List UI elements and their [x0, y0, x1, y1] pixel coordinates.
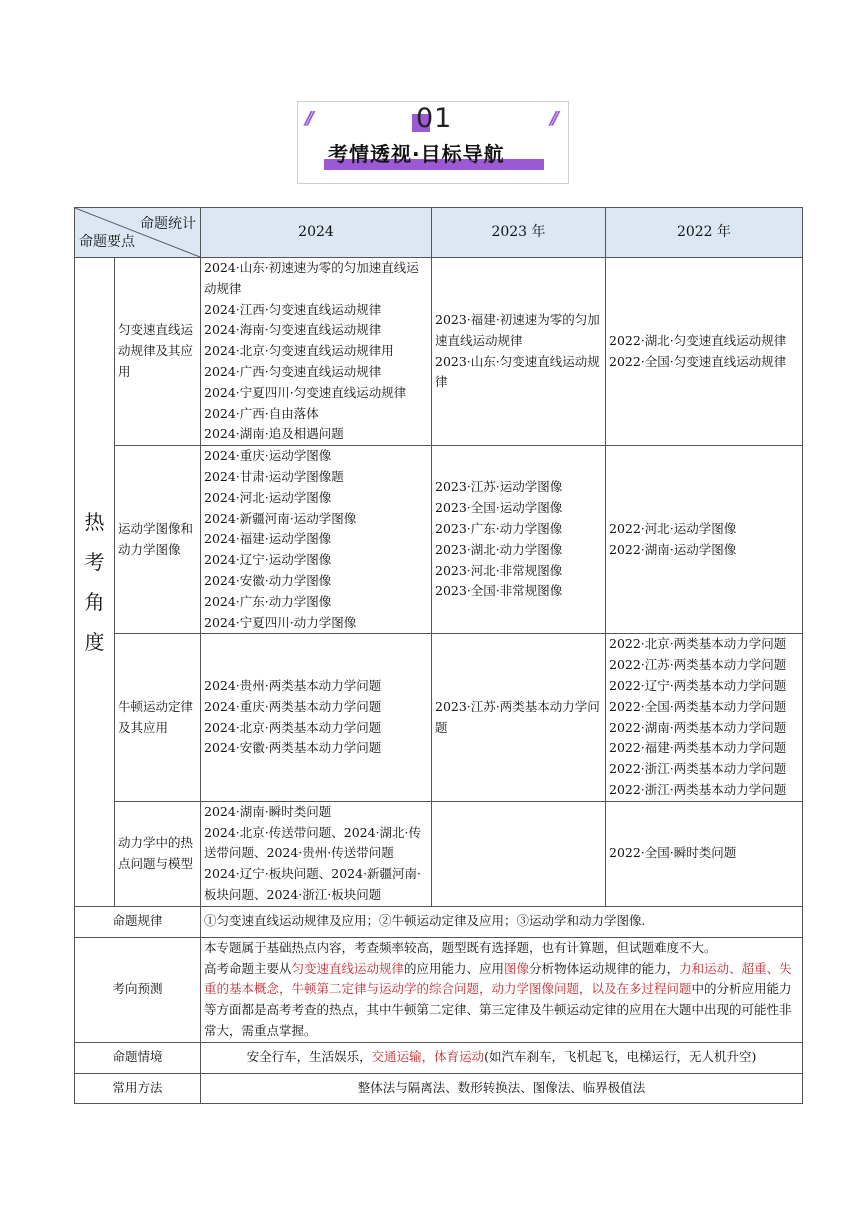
- list-item: 2024·辽宁·板块问题、2024·新疆河南·板块问题、2024·浙江·板块问题: [204, 866, 422, 902]
- items-2024: [201, 258, 432, 446]
- list-item: 2022·辽宁·两类基本动力学问题: [609, 677, 787, 693]
- hot-char: 热: [84, 509, 105, 534]
- items-2023: [432, 634, 606, 801]
- list-item: 2024·湖南·追及相遇问题: [204, 426, 344, 442]
- text-span: 高考命题主要从: [204, 960, 292, 976]
- highlight-span: 图像: [504, 960, 530, 976]
- items-2022: [606, 446, 803, 634]
- items-2023: [432, 446, 606, 634]
- list-item: 2024·安徽·动力学图像: [204, 572, 332, 588]
- items-2022: [606, 258, 803, 446]
- slash-decoration-left: //: [305, 108, 311, 129]
- list-item: 2024·新疆河南·运动学图像: [204, 510, 357, 526]
- list-item: 2023·江苏·两类基本动力学问题: [435, 698, 600, 735]
- forecast-line-1: 本专题属于基础热点内容，考查频率较高，题型既有选择题，也有计算题，但试题难度不大。: [204, 939, 717, 955]
- corner-label-points: 命题要点: [79, 234, 135, 251]
- topic-cell: 匀变速直线运动规律及其应用: [115, 258, 201, 446]
- items-2024: [201, 446, 432, 634]
- list-item: 2023·广东·动力学图像: [435, 520, 563, 536]
- list-item: 2022·浙江·两类基本动力学问题: [609, 781, 787, 797]
- list-item: 2022·北京·两类基本动力学问题: [609, 636, 787, 652]
- section-title: 考情透视·目标导航: [328, 142, 505, 166]
- list-item: 2024·福建·运动学图像: [204, 531, 332, 547]
- list-item: 2022·全国·两类基本动力学问题: [609, 698, 787, 714]
- slash-decoration-right: //: [550, 108, 556, 129]
- list-item: 2024·重庆·两类基本动力学问题: [204, 698, 382, 714]
- list-item: 2024·宁夏四川·匀变速直线运动规律: [204, 384, 407, 400]
- list-item: 2024·北京·两类基本动力学问题: [204, 719, 382, 735]
- hot-char: 角: [84, 589, 105, 614]
- header-2024: 2024: [201, 208, 432, 258]
- list-item: 2024·辽宁·运动学图像: [204, 552, 332, 568]
- list-item: 2024·贵州·两类基本动力学问题: [204, 677, 382, 693]
- forecast-text: [201, 937, 803, 1042]
- list-item: 2023·山东·匀变速直线运动规律: [435, 353, 600, 390]
- list-item: 2024·广西·匀变速直线运动规律: [204, 363, 382, 379]
- rule-text: ①匀变速直线运动规律及应用；②牛顿运动定律及应用；③运动学和动力学图像.: [201, 906, 803, 937]
- items-2024: [201, 634, 432, 801]
- rule-label: 命题规律: [75, 906, 201, 937]
- highlight-span: 交通运输，体育运动: [371, 1049, 485, 1065]
- list-item: 2022·全国·瞬时类问题: [609, 845, 737, 861]
- header-2023: 2023 年: [432, 208, 606, 258]
- list-item: 2023·河北·非常规图像: [435, 562, 563, 578]
- list-item: 2022·浙江·两类基本动力学问题: [609, 761, 787, 777]
- list-item: 2024·河北·运动学图像: [204, 489, 332, 505]
- items-2022: [606, 801, 803, 906]
- topic-cell: 牛顿运动定律及其应用: [115, 634, 201, 801]
- context-text: [201, 1042, 803, 1073]
- method-label: 常用方法: [75, 1073, 201, 1103]
- header-2022: 2022 年: [606, 208, 803, 258]
- list-item: 2022·全国·匀变速直线运动规律: [609, 353, 787, 369]
- list-item: 2024·山东·初速速为零的匀加速直线运动规律: [204, 260, 419, 296]
- text-span: 安全行车，生活娱乐，: [246, 1049, 372, 1065]
- forecast-label: 考向预测: [75, 937, 201, 1042]
- list-item: 2023·湖北·动力学图像: [435, 541, 563, 557]
- list-item: 2022·江苏·两类基本动力学问题: [609, 657, 787, 673]
- hot-char: 度: [84, 629, 105, 654]
- corner-label-stats: 命题统计: [140, 216, 196, 232]
- items-2022: [606, 634, 803, 801]
- list-item: 2024·海南·匀变速直线运动规律: [204, 322, 382, 338]
- highlight-span: 力和运动、超重、失重的基本概念，牛顿第二定律与运动学的综合问题，动力学图像问题，以及在多过程问题: [204, 960, 792, 997]
- list-item: 2022·福建·两类基本动力学问题: [609, 740, 787, 756]
- list-item: 2024·北京·传送带问题、2024·湖北·传送带问题、2024·贵州·传送带问题: [204, 824, 422, 861]
- list-item: 2024·江西·匀变速直线运动规律: [204, 301, 382, 317]
- section-banner: [297, 101, 569, 184]
- forecast-paragraph: [204, 959, 799, 1042]
- hot-angle-label: [75, 258, 115, 907]
- list-item: 2024·甘肃·运动学图像题: [204, 468, 344, 484]
- list-item: 2023·江苏·运动学图像: [435, 479, 563, 495]
- topic-cell: 动力学中的热点问题与模型: [115, 801, 201, 906]
- hot-char: 考: [84, 549, 105, 574]
- list-item: 2024·宁夏四川·动力学图像: [204, 614, 357, 630]
- list-item: 2022·河北·运动学图像: [609, 520, 737, 536]
- list-item: 2024·广西·自由落体: [204, 405, 319, 421]
- list-item: 2024·湖南·瞬时类问题: [204, 803, 332, 819]
- list-item: 2023·全国·运动学图像: [435, 500, 563, 516]
- list-item: 2022·湖南·运动学图像: [609, 541, 737, 557]
- items-2023: [432, 258, 606, 446]
- exam-analysis-table: [74, 207, 803, 1104]
- items-2024: [201, 801, 432, 906]
- method-text: 整体法与隔离法、数形转换法、图像法、临界极值法: [201, 1073, 803, 1103]
- corner-header: [75, 208, 201, 258]
- context-label: 命题情境: [75, 1042, 201, 1073]
- text-span: 分析物体运动规律的能力，: [529, 960, 680, 976]
- section-number: 01: [416, 103, 453, 134]
- items-2023: [432, 801, 606, 906]
- text-span: 中的分析应用能力等方面都是高考考查的热点，其中牛顿第二定律、第三定律及牛顿运动定律的应用在大题中出现的可能性非常大，需重点掌握。: [204, 981, 792, 1038]
- highlight-span: 匀变速直线运动规律: [291, 960, 405, 976]
- text-span: (如汽车刹车，飞机起飞，电梯运行，无人机升空): [484, 1049, 757, 1065]
- text-span: 的应用能力、应用: [404, 960, 505, 976]
- list-item: 2024·安徽·两类基本动力学问题: [204, 740, 382, 756]
- list-item: 2024·广东·动力学图像: [204, 593, 332, 609]
- list-item: 2023·福建·初速速为零的匀加速直线运动规律: [435, 311, 600, 348]
- list-item: 2024·重庆·运动学图像: [204, 448, 332, 464]
- list-item: 2022·湖北·匀变速直线运动规律: [609, 332, 787, 348]
- list-item: 2024·北京·匀变速直线运动规律用: [204, 343, 394, 359]
- topic-cell: 运动学图像和动力学图像: [115, 446, 201, 634]
- list-item: 2023·全国·非常规图像: [435, 583, 563, 599]
- list-item: 2022·湖南·两类基本动力学问题: [609, 719, 787, 735]
